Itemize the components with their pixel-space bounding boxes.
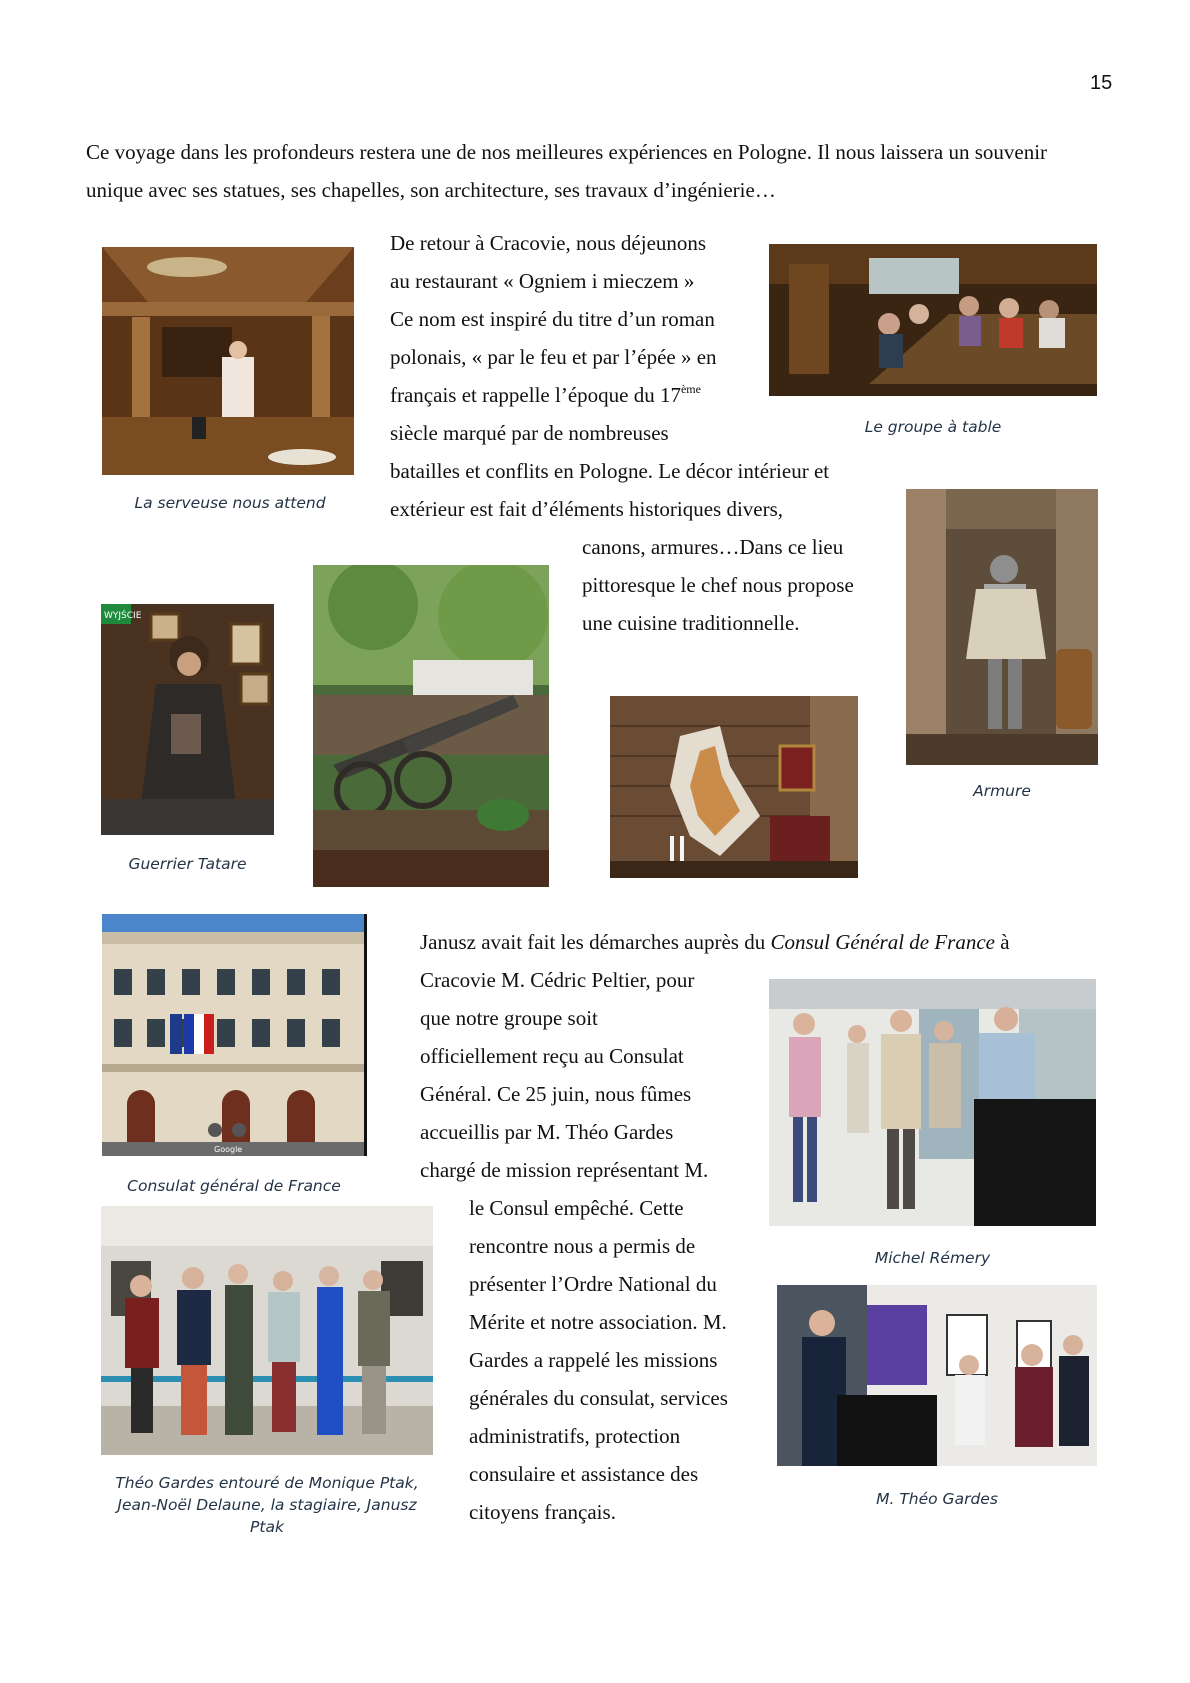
photo-theo-gardes: [777, 1285, 1097, 1466]
caption-theo-group-line-1: Théo Gardes entouré de Monique Ptak,: [115, 1474, 419, 1492]
consulat-line-10: présenter l’Ordre National du: [469, 1272, 717, 1296]
consulat-line-12: Gardes a rappelé les missions: [469, 1348, 718, 1372]
google-watermark: Google: [214, 1145, 243, 1154]
restaurant-line-9: canons, armures…Dans ce lieu: [582, 535, 844, 559]
restaurant-line-3: Ce nom est inspiré du titre d’un roman: [390, 307, 715, 331]
caption-theo-group-line-3: Ptak: [250, 1518, 284, 1536]
consulat-line-14: administratifs, protection: [469, 1424, 681, 1448]
caption-theo: M. Théo Gardes: [876, 1490, 998, 1508]
consulat-line-6: accueillis par M. Théo Gardes: [420, 1120, 674, 1144]
page-number: 15: [1090, 72, 1113, 94]
restaurant-line-7: batailles et conflits en Pologne. Le décor intérieur et: [390, 459, 830, 483]
restaurant-line-1: De retour à Cracovie, nous déjeunons: [390, 231, 707, 255]
caption-guerrier: Guerrier Tatare: [128, 855, 247, 873]
restaurant-line-11: une cuisine traditionnelle.: [582, 611, 800, 635]
photo-serveuse: [102, 247, 354, 475]
caption-serveuse: La serveuse nous attend: [134, 494, 326, 512]
restaurant-line-10: pittoresque le chef nous propose: [582, 573, 854, 597]
consulat-line-16: citoyens français.: [469, 1500, 616, 1524]
superscript-eme: ème: [680, 382, 701, 396]
caption-michel: Michel Rémery: [874, 1249, 991, 1267]
restaurant-line-6: siècle marqué par de nombreuses: [390, 421, 669, 445]
intro-line-2: unique avec ses statues, ses chapelles, son architecture, ses travaux d’ingénierie…: [86, 178, 776, 202]
photo-groupe-theo: [101, 1206, 433, 1455]
caption-groupe: Le groupe à table: [864, 418, 1002, 436]
photo-armure: [906, 489, 1098, 765]
photo-groupe-table: [769, 244, 1097, 396]
caption-consulat: Consulat général de France: [127, 1177, 341, 1195]
restaurant-line-4: polonais, « par le feu et par l’épée » en: [390, 345, 717, 369]
exit-sign-text: WYJŚCIE: [104, 611, 142, 621]
consulat-line-1c: à: [995, 930, 1010, 954]
consulat-line-7: chargé de mission représentant M.: [420, 1158, 709, 1182]
restaurant-line-5-text: français et rappelle l’époque du 17: [390, 383, 681, 407]
consulat-line-13: générales du consulat, services: [469, 1386, 728, 1410]
restaurant-line-8: extérieur est fait d’éléments historiques divers,: [390, 497, 784, 521]
consulat-line-3: que notre groupe soit: [420, 1006, 598, 1030]
photo-guerrier-tatare: [101, 604, 274, 835]
photo-michel-remery: [769, 979, 1096, 1226]
restaurant-line-5: [390, 383, 701, 408]
photo-canons: [313, 565, 549, 887]
consulat-line-2: Cracovie M. Cédric Peltier, pour: [420, 968, 695, 992]
intro-line-1: Ce voyage dans les profondeurs restera une de nos meilleures expériences en Pologne. Il nous laissera un souvenir: [86, 140, 1048, 164]
consulat-line-4: officiellement reçu au Consulat: [420, 1044, 684, 1068]
consulat-line-11: Mérite et notre association. M.: [469, 1310, 727, 1334]
consul-general-italic: Consul Général de France: [770, 930, 995, 954]
photo-consulat: [102, 914, 367, 1156]
consulat-line-15: consulaire et assistance des: [469, 1462, 699, 1486]
consulat-line-9: rencontre nous a permis de: [469, 1234, 696, 1258]
photo-peau-tigre: [610, 696, 858, 878]
caption-armure: Armure: [973, 782, 1031, 800]
consulat-line-8: le Consul empêché. Cette: [469, 1196, 684, 1220]
consulat-line-1: [420, 930, 1010, 955]
caption-theo-group: [101, 1472, 433, 1538]
caption-theo-group-line-2: Jean-Noël Delaune, la stagiaire, Janusz: [117, 1496, 417, 1514]
restaurant-line-2: au restaurant « Ogniem i mieczem »: [390, 269, 695, 293]
consulat-line-1a: Janusz avait fait les démarches auprès du: [420, 930, 771, 954]
consulat-line-5: Général. Ce 25 juin, nous fûmes: [420, 1082, 692, 1106]
